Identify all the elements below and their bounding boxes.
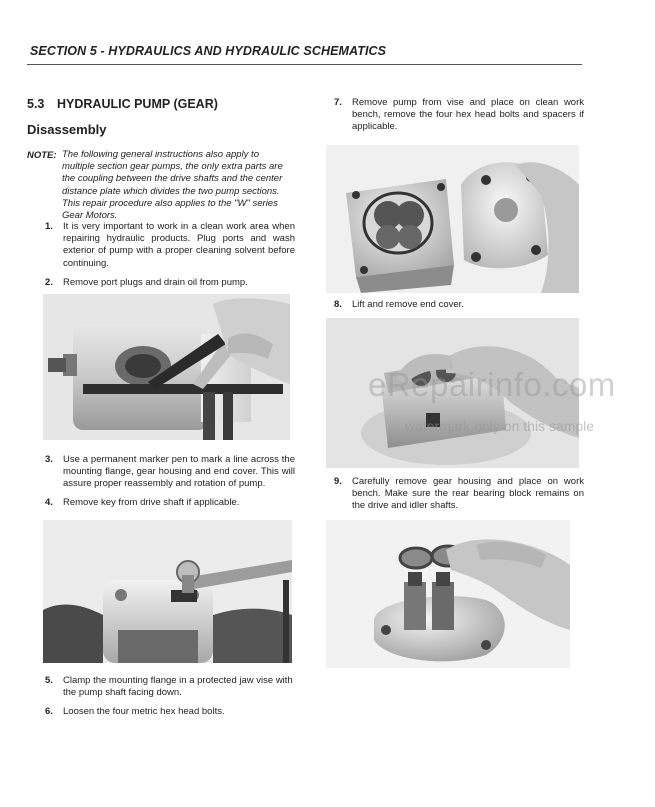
step-number: 2. [45,277,53,288]
step-number: 6. [45,706,53,717]
step-number: 8. [334,299,342,310]
step-number: 5. [45,675,53,686]
watermark-main: eRepairinfo.com [368,366,616,403]
note-text: The following general instructions also apply to multiple section gear pumps, the only extra parts are the coupling between the drive shafts and the center distance plate which divides the two pump sections. This repair procedure also applies to the "W" series Gear Motors. [62,149,283,222]
photo-marking-pump [43,294,290,440]
step-number: 7. [334,97,342,108]
step-text: Loosen the four metric hex head bolts. [63,706,225,717]
step-text: It is very important to work in a clean work area when repairing hydraulic products. Plug ports and wash exterior of pump with a proper cleaning solvent before continuing. [63,221,295,269]
step-number: 9. [334,476,342,487]
step-number: 1. [45,221,53,232]
step-text: Remove port plugs and drain oil from pump. [63,277,248,288]
note-label: NOTE: [27,150,57,161]
photo-pump-opened [326,145,579,293]
section-header: SECTION 5 - HYDRAULICS AND HYDRAULIC SCHEMATICS [30,44,387,58]
photo-remove-gear-housing [326,520,570,668]
photo-loosening-bolts [43,520,292,663]
section-number: 5.3 [27,97,45,111]
step-text: Remove pump from vise and place on clean work bench, remove the four hex head bolts and spacers if applicable. [352,97,584,133]
header-rule [27,64,582,65]
step-text: Remove key from drive shaft if applicable. [63,497,240,508]
step-number: 4. [45,497,53,508]
step-text: Clamp the mounting flange in a protected jaw vise with the pump shaft facing down. [63,675,293,699]
step-text: Use a permanent marker pen to mark a line across the mounting flange, gear housing and end cover. This will assure proper reassembly and rotation of pump. [63,454,295,490]
subheading: Disassembly [27,122,107,137]
section-title: HYDRAULIC PUMP (GEAR) [57,97,218,111]
step-text: Carefully remove gear housing and place on work bench. Make sure the rear bearing block remains on the drive and idler shafts. [352,476,584,512]
watermark-sub: watermark only on this sample [405,418,595,434]
step-text: Lift and remove end cover. [352,299,464,310]
step-number: 3. [45,454,53,465]
